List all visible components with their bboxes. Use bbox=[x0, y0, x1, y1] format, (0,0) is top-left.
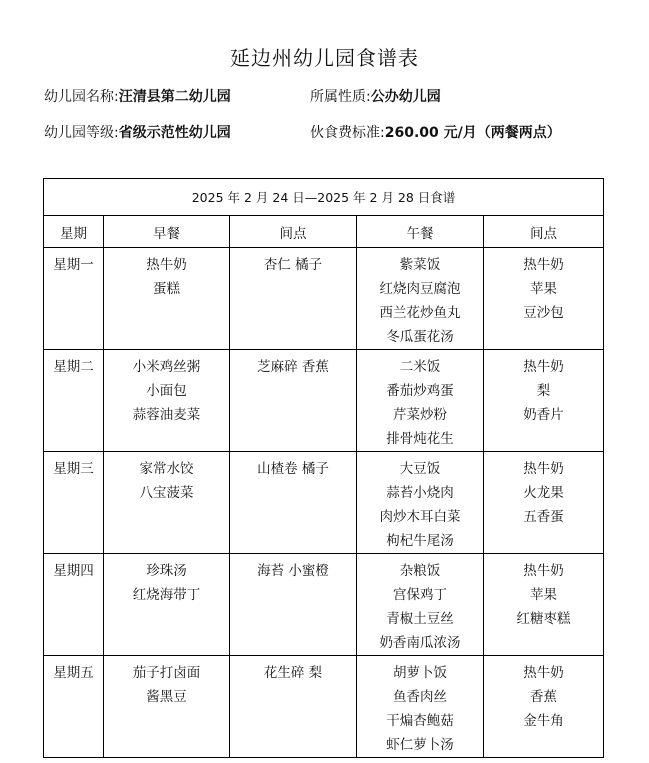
meal-fee-field bbox=[310, 122, 561, 142]
snack-morning-cell bbox=[230, 248, 357, 350]
table-row bbox=[44, 656, 604, 758]
dish-item: 热牛奶 bbox=[523, 257, 564, 273]
lunch-cell bbox=[357, 248, 484, 350]
dish-list bbox=[230, 248, 356, 277]
dish-item: 热牛奶 bbox=[523, 665, 564, 681]
dish-item: 蒜蓉油麦菜 bbox=[132, 407, 201, 423]
lunch-cell bbox=[357, 656, 484, 758]
dish-item: 家常水饺 bbox=[139, 461, 194, 477]
kindergarten-name-label: 幼儿园名称: bbox=[44, 89, 119, 105]
dish-item: 梨 bbox=[536, 383, 551, 399]
weekday-cell bbox=[44, 452, 104, 554]
lunch-cell bbox=[357, 554, 484, 656]
dish-item: 蒜苔小烧肉 bbox=[386, 485, 454, 501]
dish-item: 红烧海带丁 bbox=[132, 587, 201, 603]
snack-morning-cell bbox=[230, 350, 357, 452]
dish-item: 青椒土豆丝 bbox=[386, 611, 454, 627]
ownership-nature-field bbox=[310, 86, 441, 106]
dish-list bbox=[357, 452, 483, 553]
dish-list bbox=[484, 350, 603, 427]
dish-item: 热牛奶 bbox=[523, 461, 564, 477]
dish-list bbox=[357, 350, 483, 451]
kindergarten-name-field bbox=[44, 86, 231, 106]
dish-list bbox=[104, 350, 229, 427]
table-row bbox=[44, 248, 604, 350]
dish-item: 鱼香肉丝 bbox=[393, 689, 447, 705]
breakfast-cell bbox=[104, 656, 230, 758]
dish-item: 奶香片 bbox=[523, 407, 564, 423]
dish-list bbox=[484, 656, 603, 733]
dish-list bbox=[230, 554, 356, 583]
snack-afternoon-cell bbox=[484, 350, 604, 452]
dish-item: 胡萝卜饭 bbox=[393, 665, 447, 681]
dish-item: 排骨炖花生 bbox=[386, 431, 454, 447]
dish-item: 小米鸡丝粥 bbox=[132, 359, 201, 375]
weekday-label bbox=[44, 452, 103, 481]
dish-item: 虾仁萝卜汤 bbox=[386, 737, 454, 753]
dish-item: 火龙果 bbox=[523, 485, 564, 501]
table-caption-row bbox=[44, 179, 604, 216]
kindergarten-level-label: 幼儿园等级: bbox=[44, 125, 119, 141]
dish-item: 热牛奶 bbox=[146, 257, 187, 273]
dish-item: 宫保鸡丁 bbox=[393, 587, 447, 603]
menu-table bbox=[43, 178, 604, 758]
weekday-label bbox=[44, 248, 103, 277]
weekday-text: 星期四 bbox=[53, 563, 94, 579]
weekday-text: 星期一 bbox=[53, 257, 94, 273]
dish-item: 奶香南瓜浓汤 bbox=[379, 635, 461, 651]
dish-item: 枸杞牛尾汤 bbox=[386, 533, 454, 549]
dish-item: 红烧肉豆腐泡 bbox=[379, 281, 461, 297]
header-snack-morning: 间点 bbox=[230, 216, 357, 248]
breakfast-cell bbox=[104, 350, 230, 452]
header-snack-afternoon: 间点 bbox=[484, 216, 604, 248]
dish-item: 热牛奶 bbox=[523, 359, 564, 375]
dish-item: 金牛角 bbox=[523, 713, 564, 729]
dish-item: 紫菜饭 bbox=[399, 257, 441, 273]
dish-item: 小面包 bbox=[146, 383, 187, 399]
dish-item: 苹果 bbox=[530, 281, 558, 297]
dish-item: 大豆饭 bbox=[399, 461, 441, 477]
dish-item: 五香蛋 bbox=[523, 509, 564, 525]
snack-afternoon-cell bbox=[484, 248, 604, 350]
weekday-cell bbox=[44, 350, 104, 452]
breakfast-cell bbox=[104, 554, 230, 656]
dish-list bbox=[104, 656, 229, 709]
snack-afternoon-cell bbox=[484, 656, 604, 758]
dish-list bbox=[104, 248, 229, 301]
meal-fee-value: 260.00 元/月（两餐两点） bbox=[384, 125, 561, 141]
dish-list bbox=[357, 656, 483, 757]
dish-item: 杂粮饭 bbox=[399, 563, 441, 579]
weekday-cell bbox=[44, 554, 104, 656]
dish-list bbox=[484, 452, 603, 529]
snack-afternoon-cell bbox=[484, 452, 604, 554]
dish-item: 海苔 小蜜橙 bbox=[257, 563, 329, 579]
ownership-nature-value: 公办幼儿园 bbox=[370, 89, 441, 105]
table-row bbox=[44, 554, 604, 656]
dish-item: 芝麻碎 香蕉 bbox=[257, 359, 329, 375]
dish-item: 山楂卷 橘子 bbox=[257, 461, 329, 477]
dish-list bbox=[104, 452, 229, 505]
dish-item: 番茄炒鸡蛋 bbox=[386, 383, 454, 399]
dish-item: 豆沙包 bbox=[523, 305, 564, 321]
dish-list bbox=[230, 656, 356, 685]
breakfast-cell bbox=[104, 248, 230, 350]
menu-body bbox=[44, 248, 604, 758]
weekday-text: 星期三 bbox=[53, 461, 94, 477]
dish-item: 肉炒木耳白菜 bbox=[379, 509, 461, 525]
weekday-text: 星期二 bbox=[53, 359, 94, 375]
ownership-nature-label: 所属性质: bbox=[310, 89, 371, 105]
dish-item: 酱黑豆 bbox=[146, 689, 187, 705]
snack-afternoon-cell bbox=[484, 554, 604, 656]
meal-fee-label: 伙食费标准: bbox=[310, 125, 385, 141]
weekday-label bbox=[44, 656, 103, 685]
dish-item: 热牛奶 bbox=[523, 563, 564, 579]
snack-morning-cell bbox=[230, 656, 357, 758]
weekday-label bbox=[44, 350, 103, 379]
dish-item: 芹菜炒粉 bbox=[393, 407, 447, 423]
dish-item: 杏仁 橘子 bbox=[263, 257, 323, 273]
weekday-label bbox=[44, 554, 103, 583]
kindergarten-level-value: 省级示范性幼儿园 bbox=[118, 125, 231, 141]
breakfast-cell bbox=[104, 452, 230, 554]
header-lunch: 午餐 bbox=[357, 216, 484, 248]
lunch-cell bbox=[357, 350, 484, 452]
weekday-cell bbox=[44, 656, 104, 758]
dish-item: 冬瓜蛋花汤 bbox=[386, 329, 454, 345]
table-row bbox=[44, 452, 604, 554]
table-caption: 2025 年 2 月 24 日—2025 年 2 月 28 日食谱 bbox=[44, 179, 604, 216]
dish-item: 苹果 bbox=[530, 587, 558, 603]
dish-item: 香蕉 bbox=[530, 689, 558, 705]
header-weekday: 星期 bbox=[44, 216, 104, 248]
dish-list bbox=[357, 248, 483, 349]
dish-item: 八宝菠菜 bbox=[139, 485, 194, 501]
weekday-text: 星期五 bbox=[53, 665, 94, 681]
dish-list bbox=[104, 554, 229, 607]
weekday-cell bbox=[44, 248, 104, 350]
dish-item: 珍珠汤 bbox=[146, 563, 187, 579]
kindergarten-level-field bbox=[44, 122, 231, 142]
snack-morning-cell bbox=[230, 554, 357, 656]
kindergarten-name-value: 汪清县第二幼儿园 bbox=[118, 89, 231, 105]
table-row bbox=[44, 350, 604, 452]
lunch-cell bbox=[357, 452, 484, 554]
dish-item: 蛋糕 bbox=[153, 281, 180, 297]
dish-list bbox=[357, 554, 483, 655]
dish-list bbox=[230, 452, 356, 481]
dish-item: 干煸杏鲍菇 bbox=[386, 713, 454, 729]
dish-item: 花生碎 梨 bbox=[263, 665, 323, 681]
header-breakfast: 早餐 bbox=[104, 216, 230, 248]
dish-item: 茄子打卤面 bbox=[132, 665, 201, 681]
dish-list bbox=[484, 554, 603, 631]
dish-list bbox=[484, 248, 603, 325]
dish-item: 红糖枣糕 bbox=[516, 611, 571, 627]
dish-list bbox=[230, 350, 356, 379]
snack-morning-cell bbox=[230, 452, 357, 554]
page-title: 延边州幼儿园食谱表 bbox=[230, 46, 419, 70]
table-header-row bbox=[44, 216, 604, 248]
dish-item: 西兰花炒鱼丸 bbox=[379, 305, 461, 321]
dish-item: 二米饭 bbox=[399, 359, 441, 375]
